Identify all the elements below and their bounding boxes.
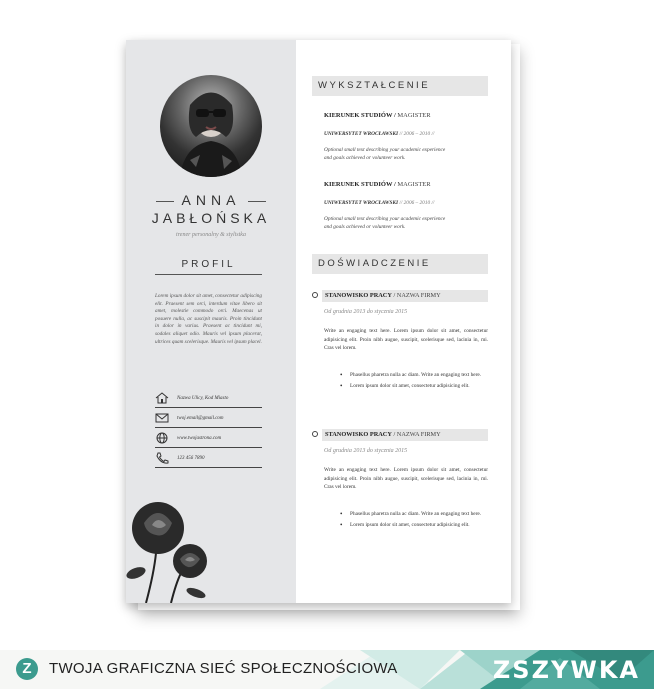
email-text[interactable]: twoj.email@gmail.com bbox=[177, 415, 224, 421]
list-item: • Phasellus pharetra nulla ac diam. Write an engaging text here. bbox=[340, 510, 488, 518]
degree-title: KIERUNEK STUDIÓW / MAGISTER bbox=[324, 181, 431, 188]
rose-decoration bbox=[126, 493, 226, 603]
resume-document bbox=[126, 40, 511, 603]
footer-tagline: TWOJA GRAFICZNA SIEĆ SPOŁECZNOŚCIOWA bbox=[49, 660, 398, 677]
university: UNIWERSYTET WROCŁAWSKI // 2006 – 2010 // bbox=[324, 131, 435, 137]
contact-address bbox=[155, 389, 262, 408]
job-bullets bbox=[340, 510, 488, 533]
profession-subtitle: trener personalny & stylistka bbox=[176, 232, 246, 238]
profile-heading: PROFIL bbox=[155, 259, 262, 275]
degree-title: KIERUNEK STUDIÓW / MAGISTER bbox=[324, 112, 431, 119]
zszywka-logo[interactable]: Z bbox=[16, 658, 38, 680]
job-header bbox=[312, 429, 488, 441]
phone-text: 123 456 7890 bbox=[177, 455, 205, 461]
phone-icon bbox=[155, 452, 169, 464]
timeline-dot bbox=[312, 431, 318, 437]
left-column bbox=[126, 40, 296, 603]
mail-icon bbox=[155, 412, 169, 424]
right-column bbox=[296, 40, 511, 603]
education-heading: WYKSZTAŁCENIE bbox=[312, 76, 488, 96]
home-icon bbox=[155, 392, 169, 404]
contact-email bbox=[155, 409, 262, 428]
job-header bbox=[312, 290, 488, 302]
profile-text: Lorem ipsum dolor sit amet, consectetur adipiscing elit. Praesent sem orci, interdum vitae libero sit amet, molestie commodo orci. Maecenas ut posuere nulla, ac suscipit mauris. Proin tincidunt in dolor in varius. Praesent ac tincidunt mi, sodales aliquet odio. Mauris vel ipsum placerat, ultrices quam scelerisque. Mauris vel ipsum placel. bbox=[155, 293, 262, 345]
contact-website bbox=[155, 429, 262, 448]
contact-phone bbox=[155, 449, 262, 468]
globe-icon bbox=[155, 432, 169, 444]
job-dates: Od grudnia 2013 do stycznia 2015 bbox=[324, 448, 408, 454]
portrait-photo bbox=[160, 75, 262, 177]
job-title: STANOWISKO PRACY / NAZWA FIRMY bbox=[322, 290, 488, 302]
education-description: Optional small text describing your academic experience and goals achieved or volunteer work. bbox=[324, 147, 446, 161]
job-description: Write an engaging text here. Lorem ipsum dolor sit amet, consectetur adipisicing elit. Proin nibh augue, suscipit, scelerisque sed, lacinia in, mi. Cras vel lorem. bbox=[324, 467, 488, 491]
last-name: JABŁOŃSKA bbox=[151, 210, 271, 226]
footer-banner bbox=[0, 650, 654, 689]
list-item: • Phasellus pharetra nulla ac diam. Write an engaging text here. bbox=[340, 371, 488, 379]
job-bullets bbox=[340, 371, 488, 394]
first-name: ANNA bbox=[126, 192, 296, 208]
address-text: Nazwa Ulicy, Kod Miasto bbox=[177, 395, 229, 401]
job-description: Write an engaging text here. Lorem ipsum dolor sit amet, consectetur adipisicing elit. Proin nibh augue, suscipit, scelerisque sed, lacinia in, mi. Cras vel lorem. bbox=[324, 328, 488, 352]
list-item: • Lorem ipsum dolor sit amet, consectetur adipisicing elit. bbox=[340, 521, 488, 529]
website-text[interactable]: www.twojastrona.com bbox=[177, 435, 222, 441]
footer-brand[interactable]: ZSZYWKA bbox=[492, 656, 640, 684]
job-dates: Od grudnia 2013 do stycznia 2015 bbox=[324, 309, 408, 315]
experience-heading: DOŚWIADCZENIE bbox=[312, 254, 488, 274]
education-description: Optional small text describing your academic experience and goals achieved or volunteer work. bbox=[324, 216, 446, 230]
list-item: • Lorem ipsum dolor sit amet, consectetur adipisicing elit. bbox=[340, 382, 488, 390]
timeline-dot bbox=[312, 292, 318, 298]
job-title: STANOWISKO PRACY / NAZWA FIRMY bbox=[322, 429, 488, 441]
university: UNIWERSYTET WROCŁAWSKI // 2006 – 2010 // bbox=[324, 200, 435, 206]
